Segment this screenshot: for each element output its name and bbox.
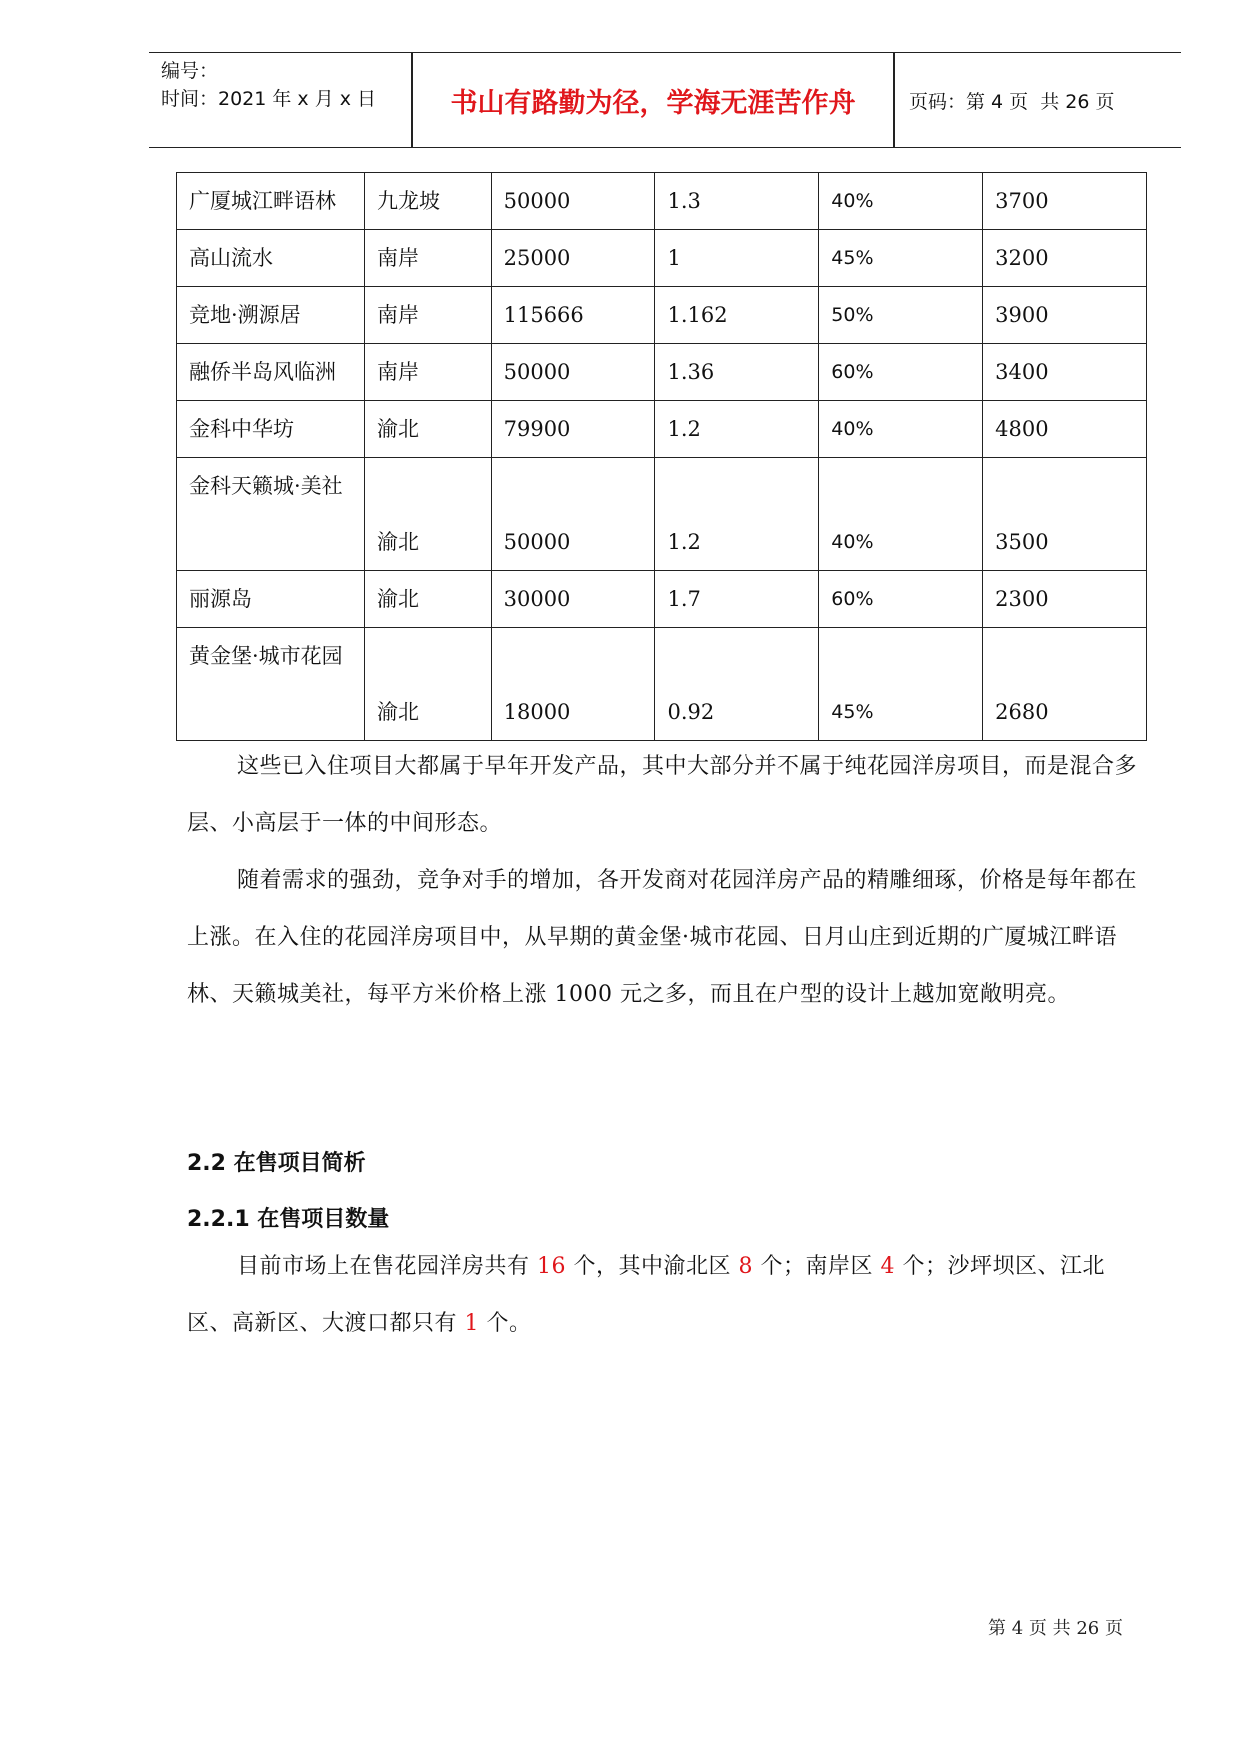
cell-price: 3700 — [983, 173, 1147, 230]
cell-ratio: 1.36 — [655, 344, 819, 401]
cell-size: 25000 — [491, 230, 655, 287]
cell-green: 40% — [819, 401, 983, 458]
header-meta — [161, 57, 376, 113]
section-heading-2-2: 2.2 在售项目简析 — [187, 1151, 366, 1176]
header-divider — [893, 53, 895, 147]
p3-text: 个。 — [479, 1311, 532, 1336]
cell-size: 50000 — [491, 173, 655, 230]
cell-area: 南岸 — [364, 287, 491, 344]
page-info-text: 页码：第 4 页 共 26 页 — [909, 90, 1115, 113]
page-header — [149, 52, 1181, 148]
cell-name: 竞地·溯源居 — [177, 287, 365, 344]
paragraph-3 — [187, 1238, 1137, 1352]
cell-area: 渝北 — [364, 571, 491, 628]
cell-area: 南岸 — [364, 344, 491, 401]
cell-ratio: 1.162 — [655, 287, 819, 344]
cell-green: 50% — [819, 287, 983, 344]
table-row — [177, 458, 1147, 571]
p3-text: 目前市场上在售花园洋房共有 — [237, 1254, 537, 1279]
count-nanan: 4 — [880, 1254, 895, 1279]
paragraph-2: 随着需求的强劲，竞争对手的增加，各开发商对花园洋房产品的精雕细琢，价格是每年都在上涨。在入住的花园洋房项目中，从早期的黄金堡·城市花园、日月山庄到近期的广厦城江畔语林、天籁城美社，每平方米价格上涨 1000 元之多，而且在户型的设计上越加宽敞明亮。 — [187, 868, 1138, 1007]
cell-price: 4800 — [983, 401, 1147, 458]
cell-name: 丽源岛 — [177, 571, 365, 628]
table-row — [177, 401, 1147, 458]
table-row — [177, 230, 1147, 287]
count-total: 16 — [537, 1254, 566, 1279]
page-footer: 第 4 页 共 26 页 — [988, 1618, 1123, 1639]
cell-ratio: 1.7 — [655, 571, 819, 628]
cell-name: 融侨半岛风临洲 — [177, 344, 365, 401]
header-motto: 书山有路勤为径，学海无涯苦作舟 — [450, 87, 856, 119]
cell-ratio: 1.2 — [655, 401, 819, 458]
cell-green: 40% — [819, 173, 983, 230]
projects-table — [176, 172, 1147, 741]
table-row — [177, 173, 1147, 230]
header-page-info — [909, 53, 1115, 147]
cell-size: 50000 — [491, 458, 655, 571]
cell-area: 九龙坡 — [364, 173, 491, 230]
cell-ratio: 1.2 — [655, 458, 819, 571]
paragraph-1: 这些已入住项目大都属于早年开发产品，其中大部分并不属于纯花园洋房项目，而是混合多层、小高层于一体的中间形态。 — [187, 754, 1138, 836]
p3-text: 个；南岸区 — [753, 1254, 881, 1279]
cell-price: 2300 — [983, 571, 1147, 628]
count-others: 1 — [464, 1311, 479, 1336]
cell-size: 30000 — [491, 571, 655, 628]
cell-size: 79900 — [491, 401, 655, 458]
p3-text: 个，其中渝北区 — [566, 1254, 739, 1279]
cell-size: 18000 — [491, 628, 655, 741]
cell-green: 45% — [819, 628, 983, 741]
count-yubei: 8 — [738, 1254, 753, 1279]
cell-green: 40% — [819, 458, 983, 571]
table-row — [177, 287, 1147, 344]
cell-area: 南岸 — [364, 230, 491, 287]
cell-name: 高山流水 — [177, 230, 365, 287]
code-label: 编号： — [161, 60, 219, 82]
cell-name: 广厦城江畔语林 — [177, 173, 365, 230]
p3-text: 个；沙坪坝区、江北区、高新区、大渡口都只有 — [187, 1254, 1105, 1336]
table-row — [177, 571, 1147, 628]
cell-area: 渝北 — [364, 628, 491, 741]
cell-area: 渝北 — [364, 458, 491, 571]
cell-green: 60% — [819, 571, 983, 628]
cell-ratio: 1 — [655, 230, 819, 287]
cell-name: 金科中华坊 — [177, 401, 365, 458]
cell-size: 50000 — [491, 344, 655, 401]
table-row — [177, 344, 1147, 401]
cell-green: 45% — [819, 230, 983, 287]
cell-price: 3500 — [983, 458, 1147, 571]
time-label: 时间：2021 年 x 月 x 日 — [161, 88, 377, 110]
cell-name: 黄金堡·城市花园 — [177, 628, 365, 741]
cell-ratio: 0.92 — [655, 628, 819, 741]
cell-price: 3900 — [983, 287, 1147, 344]
cell-price: 3200 — [983, 230, 1147, 287]
cell-price: 2680 — [983, 628, 1147, 741]
cell-size: 115666 — [491, 287, 655, 344]
cell-ratio: 1.3 — [655, 173, 819, 230]
table-row — [177, 628, 1147, 741]
cell-name: 金科天籁城·美社 — [177, 458, 365, 571]
cell-green: 60% — [819, 344, 983, 401]
section-heading-2-2-1: 2.2.1 在售项目数量 — [187, 1207, 390, 1232]
cell-price: 3400 — [983, 344, 1147, 401]
cell-area: 渝北 — [364, 401, 491, 458]
